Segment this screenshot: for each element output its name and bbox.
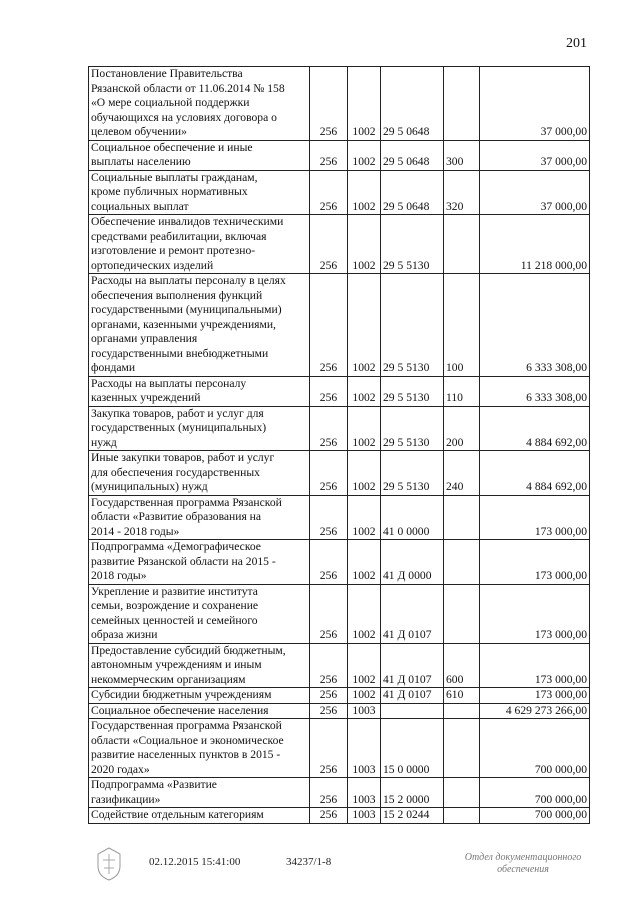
- table-row: [89, 643, 590, 688]
- section-code-cell: 1003: [348, 719, 381, 778]
- row-name-line: (муниципальных) нужд: [91, 480, 208, 493]
- target-article-cell: 29 5 5130: [381, 376, 444, 406]
- row-name-line: Обеспечение инвалидов техническими: [91, 215, 284, 228]
- row-name-line: Постановление Правительства: [91, 67, 243, 80]
- row-name-line: Расходы на выплаты персоналу: [91, 376, 247, 390]
- row-name-line: Государственная программа Рязанской: [91, 719, 282, 732]
- ved-code-cell: 256: [310, 584, 348, 643]
- ved-code-cell: 256: [310, 778, 348, 808]
- target-article-cell: 15 2 0000: [381, 778, 444, 808]
- amount-cell: 6 333 308,00: [480, 274, 590, 377]
- target-article-cell: 41 0 0000: [381, 495, 444, 540]
- row-name-line: выплаты населению: [91, 155, 191, 168]
- expense-type-cell: 240: [444, 451, 480, 496]
- expense-type-cell: 100: [444, 274, 480, 377]
- table-row: [89, 778, 590, 808]
- ved-code-cell: 256: [310, 170, 348, 215]
- target-article-cell: 29 5 5130: [381, 274, 444, 377]
- department-stamp: [448, 852, 598, 876]
- row-name-line: государственными (муниципальными): [91, 303, 282, 316]
- amount-cell: 4 884 692,00: [480, 451, 590, 496]
- ved-code-cell: 256: [310, 495, 348, 540]
- row-name-line: государственными внебюджетными: [91, 346, 269, 360]
- table-row: [89, 215, 590, 274]
- ved-code-cell: 256: [310, 451, 348, 496]
- section-code-cell: 1002: [348, 540, 381, 585]
- expense-type-cell: [444, 584, 480, 643]
- expense-type-cell: [444, 215, 480, 274]
- row-name-cell: [89, 215, 310, 274]
- section-code-cell: 1002: [348, 140, 381, 170]
- row-name-line: Подпрограмма «Демографическое: [91, 540, 261, 553]
- page-number: 201: [566, 36, 587, 51]
- row-name-cell: [89, 376, 310, 406]
- row-name-cell: [89, 495, 310, 540]
- row-name-cell: [89, 778, 310, 808]
- ved-code-cell: 256: [310, 215, 348, 274]
- amount-cell: 37 000,00: [480, 67, 590, 141]
- row-name-line: нужд: [91, 435, 117, 449]
- table-row: [89, 540, 590, 585]
- row-name-line: образа жизни: [91, 628, 158, 641]
- row-name-line: Социальные выплаты гражданам,: [91, 170, 258, 184]
- ved-code-cell: 256: [310, 274, 348, 377]
- expense-type-cell: 300: [444, 140, 480, 170]
- expense-type-cell: [444, 703, 480, 719]
- ved-code-cell: 256: [310, 67, 348, 141]
- table-row: [89, 584, 590, 643]
- section-code-cell: 1002: [348, 406, 381, 451]
- ved-code-cell: 256: [310, 406, 348, 451]
- expense-type-cell: 110: [444, 376, 480, 406]
- expense-type-cell: [444, 719, 480, 778]
- target-article-cell: 41 Д 0000: [381, 540, 444, 585]
- section-code-cell: 1002: [348, 688, 381, 704]
- target-article-cell: 41 Д 0107: [381, 584, 444, 643]
- row-name-line: 2020 годах»: [91, 762, 150, 776]
- row-name-line: Закупка товаров, работ и услуг для: [91, 406, 264, 420]
- row-name-line: средствами реабилитации, включая: [91, 229, 267, 243]
- ved-code-cell: 256: [310, 688, 348, 704]
- row-name-line: Государственная программа Рязанской: [91, 495, 282, 509]
- row-name-line: кроме публичных нормативных: [91, 185, 248, 198]
- table-row: [89, 688, 590, 704]
- row-name-line: развитие населенных пунктов в 2015 -: [91, 748, 281, 761]
- row-name-line: развитие Рязанской области на 2015 -: [91, 554, 276, 568]
- row-name-line: социальных выплат: [91, 199, 189, 213]
- table-row: [89, 703, 590, 719]
- row-name-line: 2014 - 2018 годы»: [91, 524, 180, 538]
- section-code-cell: 1002: [348, 215, 381, 274]
- section-code-cell: 1002: [348, 451, 381, 496]
- row-name-cell: [89, 140, 310, 170]
- target-article-cell: 29 5 0648: [381, 140, 444, 170]
- row-name-line: автономным учреждениям и иным: [91, 658, 262, 671]
- row-name-line: семейных ценностей и семейного: [91, 613, 258, 627]
- amount-cell: 37 000,00: [480, 140, 590, 170]
- coat-of-arms-emblem: [94, 846, 124, 882]
- section-code-cell: 1002: [348, 495, 381, 540]
- ved-code-cell: 256: [310, 719, 348, 778]
- amount-cell: 173 000,00: [480, 495, 590, 540]
- stamp-line-1: Отдел документационного: [464, 852, 582, 863]
- row-name-line: Социальное обеспечение и иные: [91, 140, 253, 154]
- table-row: [89, 719, 590, 778]
- target-article-cell: 41 Д 0107: [381, 688, 444, 704]
- row-name-cell: [89, 688, 310, 704]
- row-name-line: некоммерческим организациям: [91, 672, 246, 686]
- row-name-line: органами, казенными учреждениями,: [91, 317, 276, 331]
- row-name-cell: [89, 406, 310, 451]
- row-name-line: Социальное обеспечение населения: [91, 703, 269, 717]
- amount-cell: 173 000,00: [480, 643, 590, 688]
- row-name-line: Предоставление субсидий бюджетным,: [91, 643, 286, 657]
- amount-cell: 173 000,00: [480, 540, 590, 585]
- row-name-cell: [89, 451, 310, 496]
- section-code-cell: 1003: [348, 778, 381, 808]
- ved-code-cell: 256: [310, 808, 348, 824]
- row-name-line: Иные закупки товаров, работ и услуг: [91, 451, 275, 464]
- ved-code-cell: 256: [310, 643, 348, 688]
- row-name-cell: [89, 703, 310, 719]
- row-name-line: для обеспечения государственных: [91, 465, 260, 479]
- stamp-line-2: обеспечения: [497, 864, 549, 875]
- section-code-cell: 1002: [348, 584, 381, 643]
- row-name-cell: [89, 274, 310, 377]
- amount-cell: 173 000,00: [480, 688, 590, 704]
- budget-table-body: [89, 67, 590, 824]
- table-row: [89, 274, 590, 377]
- row-name-line: обучающихся на условиях договора о: [91, 110, 277, 124]
- section-code-cell: 1002: [348, 643, 381, 688]
- expense-type-cell: [444, 808, 480, 824]
- amount-cell: 11 218 000,00: [480, 215, 590, 274]
- target-article-cell: 15 0 0000: [381, 719, 444, 778]
- target-article-cell: 41 Д 0107: [381, 643, 444, 688]
- row-name-line: целевом обучении»: [91, 125, 187, 138]
- row-name-cell: [89, 540, 310, 585]
- expense-type-cell: 320: [444, 170, 480, 215]
- row-name-line: изготовление и ремонт протезно-: [91, 244, 256, 257]
- table-row: [89, 170, 590, 215]
- amount-cell: 6 333 308,00: [480, 376, 590, 406]
- amount-cell: 173 000,00: [480, 584, 590, 643]
- row-name-line: Рязанской области от 11.06.2014 № 158: [91, 81, 285, 95]
- row-name-line: фондами: [91, 361, 136, 374]
- section-code-cell: 1002: [348, 376, 381, 406]
- table-row: [89, 451, 590, 496]
- expense-type-cell: [444, 67, 480, 141]
- section-code-cell: 1002: [348, 170, 381, 215]
- row-name-line: Субсидии бюджетным учреждениям: [91, 688, 272, 701]
- amount-cell: 37 000,00: [480, 170, 590, 215]
- target-article-cell: 29 5 5130: [381, 451, 444, 496]
- amount-cell: 700 000,00: [480, 719, 590, 778]
- row-name-line: «О мере социальной поддержки: [91, 96, 250, 109]
- section-code-cell: 1002: [348, 274, 381, 377]
- amount-cell: 700 000,00: [480, 808, 590, 824]
- amount-cell: 700 000,00: [480, 778, 590, 808]
- expense-type-cell: [444, 540, 480, 585]
- row-name-line: ортопедических изделий: [91, 258, 214, 272]
- section-code-cell: 1003: [348, 703, 381, 719]
- ved-code-cell: 256: [310, 540, 348, 585]
- table-row: [89, 406, 590, 451]
- footer-doc-number: 34237/1-8: [286, 856, 332, 868]
- row-name-line: газификации»: [91, 792, 161, 806]
- table-row: [89, 495, 590, 540]
- table-row: [89, 67, 590, 141]
- row-name-line: Подпрограмма «Развитие: [91, 778, 217, 791]
- section-code-cell: 1002: [348, 67, 381, 141]
- expense-type-cell: 600: [444, 643, 480, 688]
- footer-datetime: 02.12.2015 15:41:00: [149, 856, 241, 868]
- expense-type-cell: 200: [444, 406, 480, 451]
- target-article-cell: 29 5 5130: [381, 406, 444, 451]
- row-name-line: Содействие отдельным категориям: [91, 808, 264, 821]
- expense-type-cell: 610: [444, 688, 480, 704]
- row-name-line: Расходы на выплаты персоналу в целях: [91, 274, 286, 287]
- row-name-line: государственных (муниципальных): [91, 421, 267, 434]
- row-name-cell: [89, 170, 310, 215]
- row-name-cell: [89, 719, 310, 778]
- budget-table: [88, 66, 590, 824]
- row-name-line: области «Социальное и экономическое: [91, 733, 284, 747]
- row-name-line: казенных учреждений: [91, 391, 201, 404]
- ved-code-cell: 256: [310, 376, 348, 406]
- row-name-line: Укрепление и развитие института: [91, 584, 258, 598]
- expense-type-cell: [444, 778, 480, 808]
- target-article-cell: 15 2 0244: [381, 808, 444, 824]
- row-name-line: области «Развитие образования на: [91, 510, 262, 523]
- row-name-line: обеспечения выполнения функций: [91, 288, 263, 302]
- target-article-cell: 29 5 0648: [381, 170, 444, 215]
- row-name-cell: [89, 643, 310, 688]
- expense-type-cell: [444, 495, 480, 540]
- amount-cell: 4 884 692,00: [480, 406, 590, 451]
- section-code-cell: 1003: [348, 808, 381, 824]
- target-article-cell: [381, 703, 444, 719]
- target-article-cell: 29 5 0648: [381, 67, 444, 141]
- row-name-cell: [89, 808, 310, 824]
- row-name-line: органами управления: [91, 332, 198, 345]
- row-name-line: 2018 годы»: [91, 569, 147, 582]
- row-name-line: семьи, возрождение и сохранение: [91, 599, 259, 612]
- table-row: [89, 376, 590, 406]
- amount-cell: 4 629 273 266,00: [480, 703, 590, 719]
- table-row: [89, 140, 590, 170]
- row-name-cell: [89, 584, 310, 643]
- target-article-cell: 29 5 5130: [381, 215, 444, 274]
- table-row: [89, 808, 590, 824]
- ved-code-cell: 256: [310, 703, 348, 719]
- row-name-cell: [89, 67, 310, 141]
- ved-code-cell: 256: [310, 140, 348, 170]
